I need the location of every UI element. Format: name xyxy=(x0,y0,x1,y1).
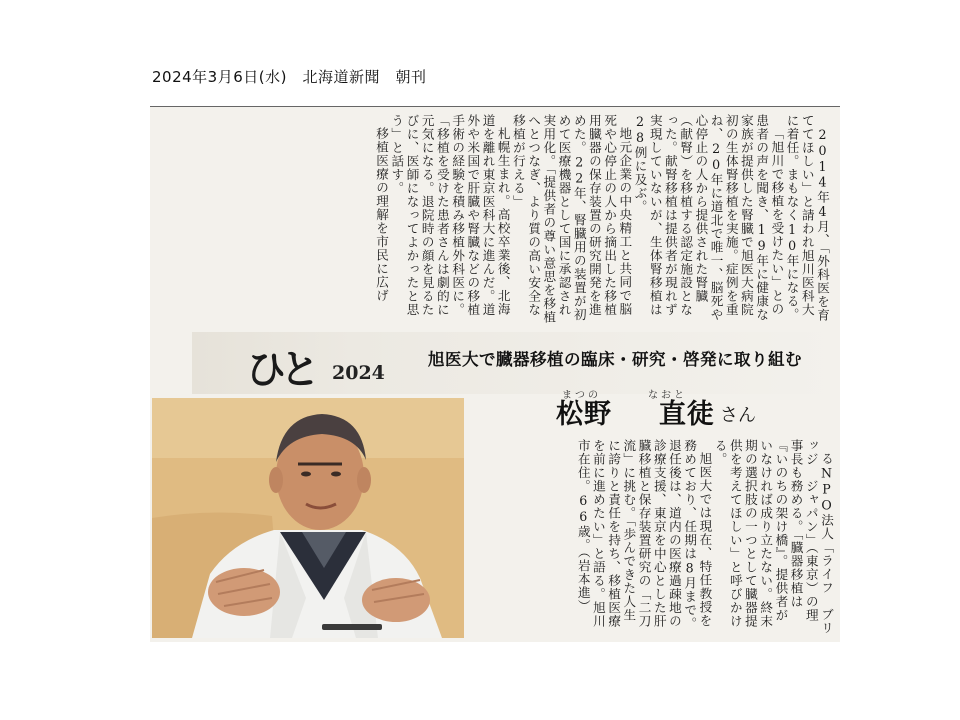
headline: 旭医大で臓器移植の臨床・研究・啓発に取り組む xyxy=(428,350,802,369)
newspaper-clipping xyxy=(150,106,840,642)
given-name: 直徒 xyxy=(658,399,715,430)
column-year: 2024 xyxy=(332,362,385,384)
given-name-ruby: なおと xyxy=(648,390,687,401)
article-paragraph: 旭医大では現在、特任教授を務めており、任期は8月まで。退任後は、道内の医療過疎地の診療支援、東京を中心とした肝臓移植と保存装置研究の「二刀流」に挑む。「歩んできた人生に誇りと責任を持ち、移植医療を前に進めたい」と語る。旭川市在住。66歳。（岩本進） xyxy=(575,439,713,631)
dateline: 2024年3月6日(水) 北海道新聞 朝刊 xyxy=(152,68,427,86)
article-paragraph: 地元企業の中央精工と共同で脳死や心停止の人から摘出した移植用臓器の保存装置の研究開発を進めた。22年、腎臓用の装置が初めて医療機器として国に承認され実用化。「提供者の尊い意思を移植へとつなぎ、より質の高い安全な移植が行える」 xyxy=(510,114,633,324)
honorific: さん xyxy=(720,405,756,426)
article-paragraph: 移植医療の理解を市民に広げ xyxy=(374,126,390,303)
article-paragraph: るNPO法人「ライフ ブリッジ ジャパン」（東京）の理事長も務める。「臓器移植は『いのちの架け橋』。提供者がいなければ成り立たない。終末期の選択肢の一つとして臓器提供を考えてほしい」と呼びかける。 xyxy=(712,439,834,635)
family-name: 松野 xyxy=(556,399,612,430)
clipping-top-rule xyxy=(150,106,840,107)
portrait-photo xyxy=(152,398,464,638)
article-upper-body xyxy=(150,114,830,327)
article-paragraph: 「旭川で移植を受けたい」との患者の声を聞き、19年に健康な家族が提供した腎臓で旭医大病院初の生体腎移植を実施。症例を重ね、20年に道北で唯一、脳死や心停止の人から提供された腎臓（献腎）を移植する認定施設となった。献腎移植は提供者が現れず実現していないが、生体腎移植は28例に及ぶ。 xyxy=(632,114,785,322)
column-kicker: ひと xyxy=(246,346,314,393)
article-paragraph: 札幌生まれ。高校卒業後、北海道を離れ東京医科大に進んだ。道外や米国で肝臓や腎臓などの移植手術の経験を積み移植外科医に。「移植を受けた患者さんは劇的に元気になる。退院時の顔を見るたびに、医師になってよかったと思う」と話す。 xyxy=(389,114,511,317)
family-name-ruby: まつの xyxy=(562,390,601,401)
article-lower-body xyxy=(544,439,834,635)
article-paragraph: 2014年4月、「外科医を育ててほしい」と請われ旭川医科大に着任。まもなく10年になる。 xyxy=(784,114,830,322)
portrait-illustration xyxy=(152,398,464,638)
person-name xyxy=(556,392,715,431)
